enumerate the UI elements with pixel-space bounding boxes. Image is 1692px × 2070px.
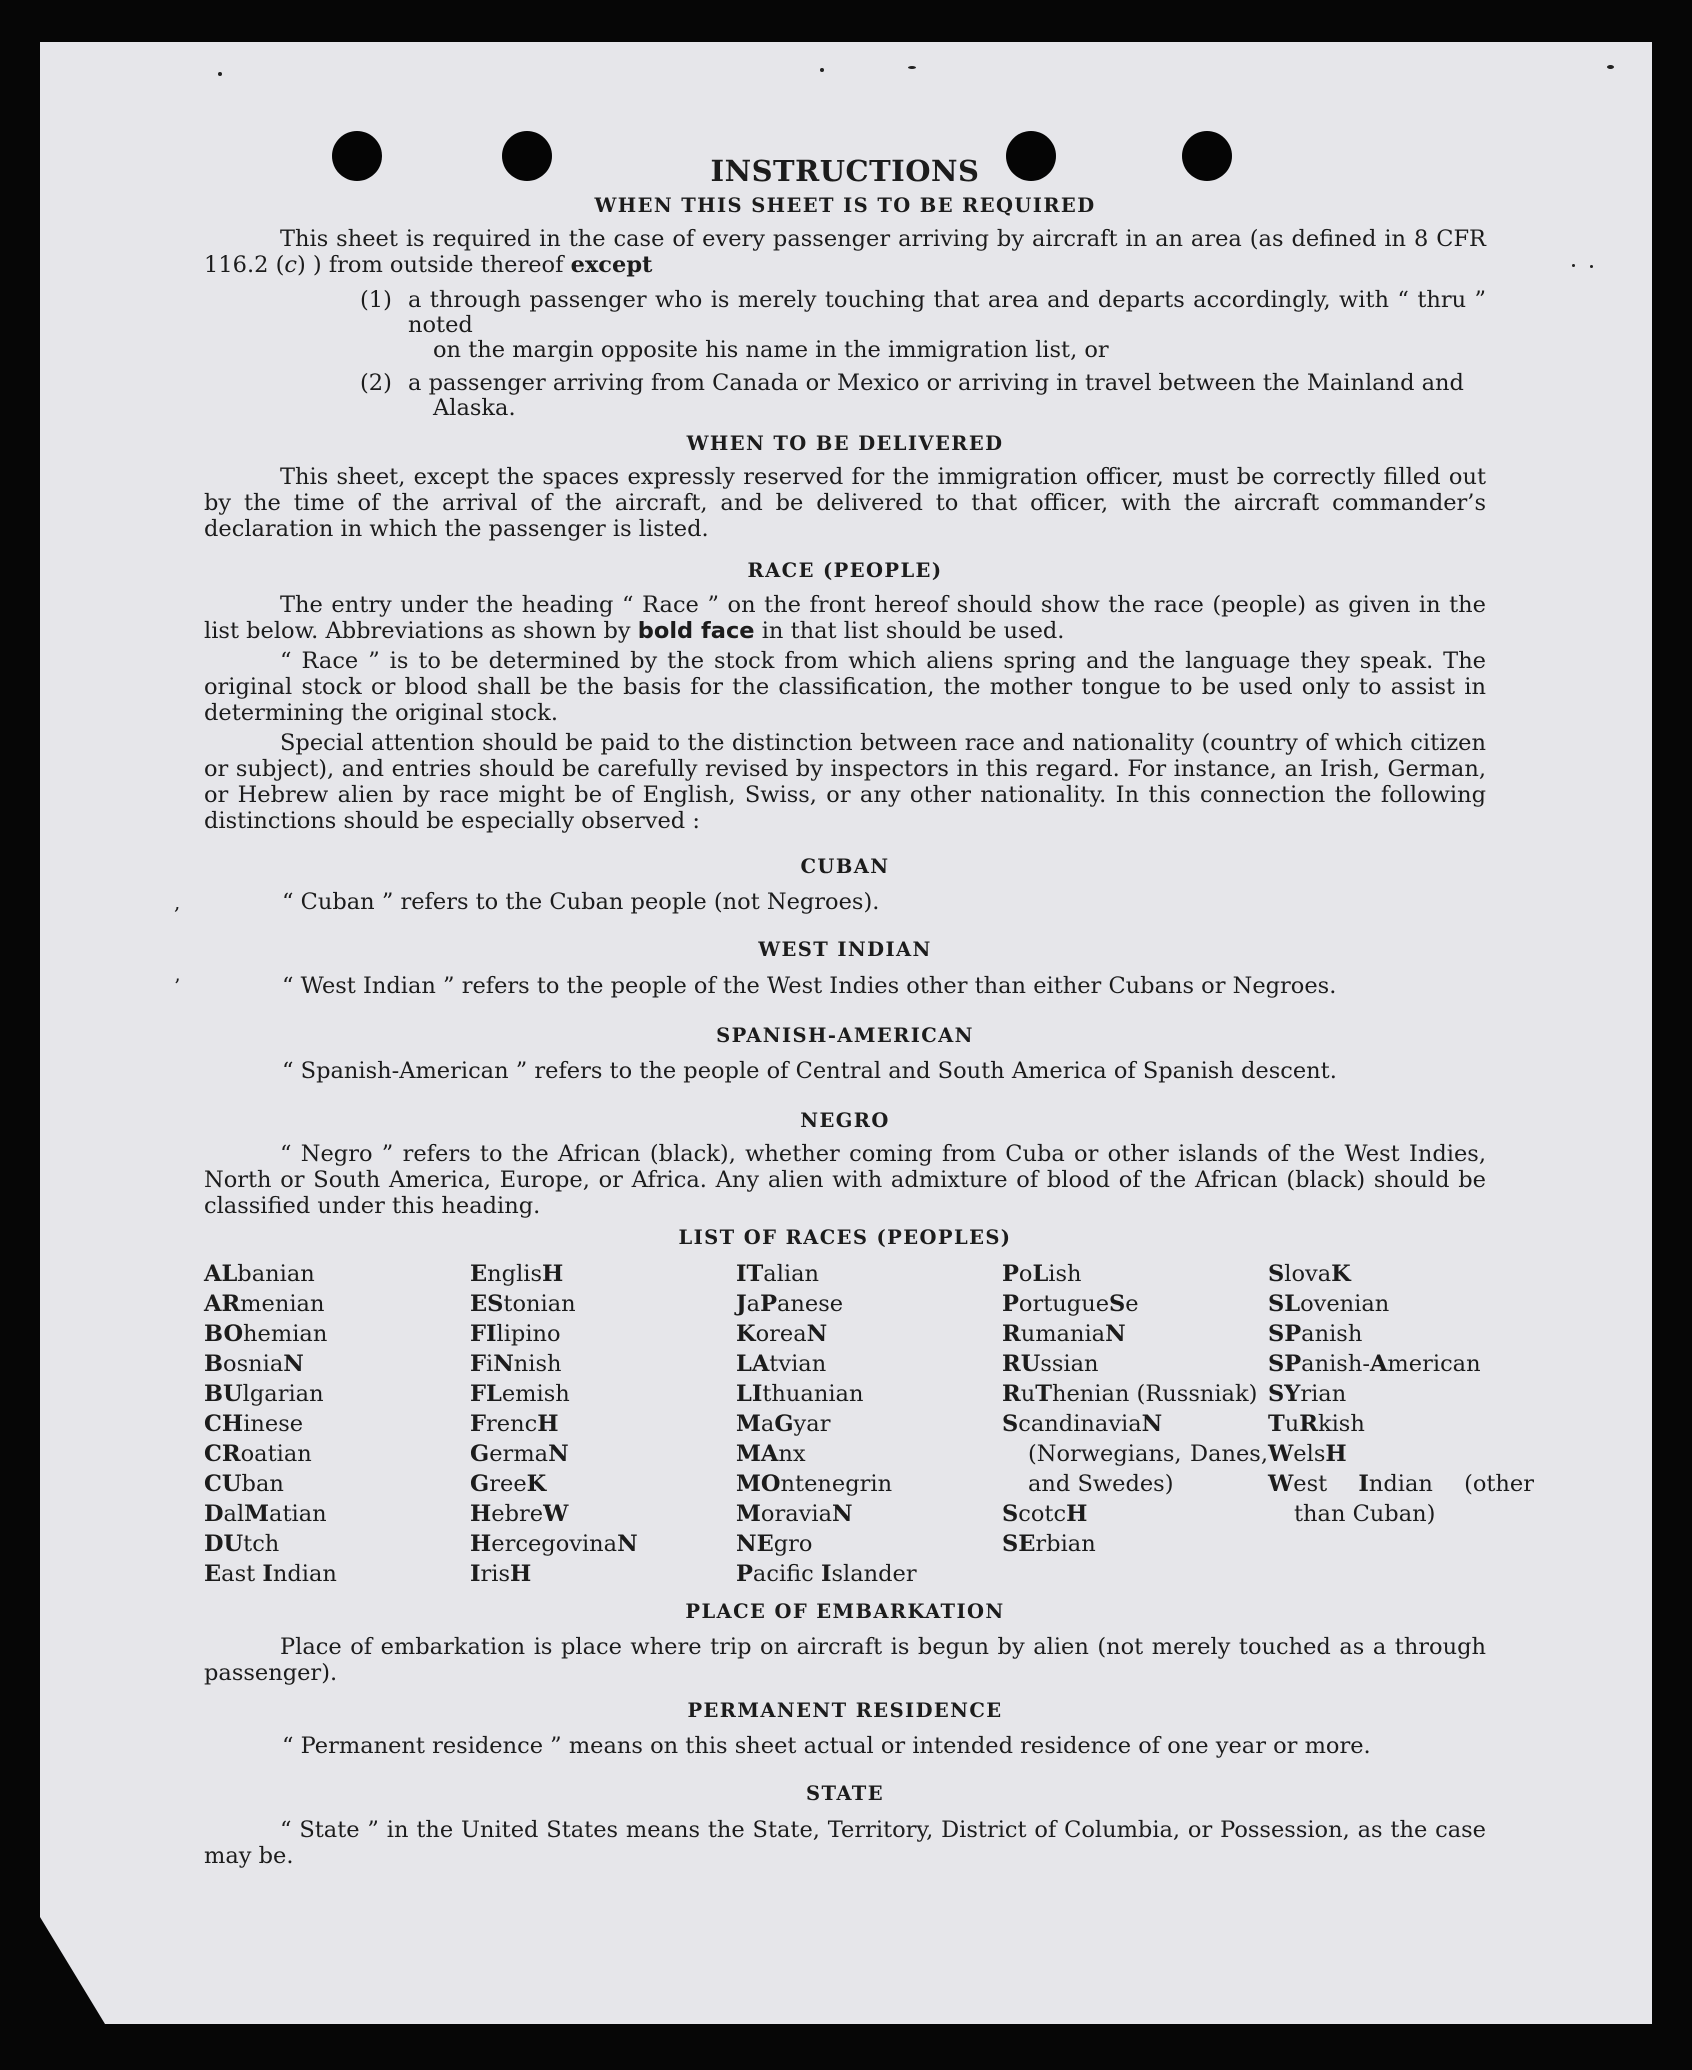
race-entry: CRoatian <box>204 1440 312 1467</box>
race-entry: DUtch <box>204 1530 280 1557</box>
race-paragraph-3: Special attention should be paid to the distinction between race and nationality (country of which citizen or subject), and entries should be carefully revised by inspectors in this regard. For instance, an Irish, German, or Hebrew alien by race might be of English, Swiss, or any other nationality. In this connection the following distinctions should be especially observed : <box>204 729 1486 834</box>
race-entry: Pacifc Islander <box>736 1560 917 1587</box>
heading-embarkation: PLACE OF EMBARKATION <box>685 1599 1005 1623</box>
race-entry: HercegovinaN <box>470 1530 638 1557</box>
heading-state: STATE <box>806 1782 884 1806</box>
heading-negro: NEGRO <box>800 1108 890 1132</box>
race-entry: SYrian <box>1268 1380 1347 1407</box>
required-intro: This sheet is required in the case of every passenger arriving by aircraft in an area (as defined in 8 CFR 116.2 (c) ) from outside thereof except <box>204 226 1486 279</box>
speck <box>820 68 824 72</box>
race-entry: SPanish <box>1268 1320 1363 1347</box>
race-entry: SlovaK <box>1268 1260 1351 1287</box>
race-entry: ScandinaviaN (Norwegians, Danes, and Swedes) <box>1002 1410 1268 1497</box>
race-column <box>204 1259 470 1589</box>
west-indian-text: ’ “ West Indian ” refers to the people of the West Indies other than either Cubans or Negroes. <box>174 972 1337 999</box>
race-paragraph-2: “ Race ” is to be determined by the stock from which aliens spring and the language they speak. The original stock or blood shall be the basis for the classification, the mother tongue to be used only to assist in determining the original stock. <box>204 647 1486 726</box>
race-entry: ITalian <box>736 1260 820 1287</box>
race-paragraph-1: The entry under the heading “ Race ” on the front hereof should show the race (people) as given in the list below. Abbreviations as shown by bold face in that list should be used. <box>204 591 1486 644</box>
race-entry: SErbian <box>1002 1530 1096 1557</box>
race-entry: RuThenian (Russniak) <box>1002 1380 1258 1407</box>
race-entry: BOhemian <box>204 1320 328 1347</box>
state-text: “ State ” in the United States means the State, Territory, District of Columbia, or Possession, as the case may be. <box>204 1816 1486 1869</box>
race-entry: BUlgarian <box>204 1380 324 1407</box>
race-entry: EnglisH <box>470 1260 564 1287</box>
race-entry: West Indian (other than Cuban) <box>1268 1470 1534 1527</box>
speck <box>1590 265 1593 268</box>
permanent-residence-text: “ Permanent residence ” means on this sheet actual or intended residence of one year or more. <box>282 1733 1371 1760</box>
race-entry: BosniaN <box>204 1350 304 1377</box>
race-column <box>1268 1259 1534 1589</box>
heading-cuban: CUBAN <box>800 854 890 878</box>
speck <box>908 66 916 69</box>
race-entry: MAnx <box>736 1440 806 1467</box>
race-entry: East Indian <box>204 1560 337 1587</box>
race-entry: HebreW <box>470 1500 569 1527</box>
race-entry: ARmenian <box>204 1290 325 1317</box>
cuban-text: , “ Cuban ” refers to the Cuban people (not Negroes). <box>174 889 880 916</box>
heading-race: RACE (PEOPLE) <box>747 559 943 583</box>
race-entry: WelsH <box>1268 1440 1347 1467</box>
race-entry: NEgro <box>736 1530 813 1557</box>
race-entry: FiNnish <box>470 1350 562 1377</box>
heading-permanent-residence: PERMANENT RESIDENCE <box>687 1698 1003 1722</box>
page-title: INSTRUCTIONS <box>710 154 980 188</box>
speck <box>1607 65 1614 69</box>
race-entry: EStonian <box>470 1290 576 1317</box>
race-entry: CHinese <box>204 1410 304 1437</box>
instructions-content <box>174 150 1534 1869</box>
spanish-american-text: “ Spanish-American ” refers to the people of Central and South America of Spanish descent. <box>282 1057 1337 1084</box>
heading-spanish-american: SPANISH-AMERICAN <box>716 1023 974 1047</box>
race-entry: ScotcH <box>1002 1500 1088 1527</box>
race-list <box>204 1259 1534 1589</box>
race-entry: TuRkish <box>1268 1410 1365 1437</box>
race-entry: FIlipino <box>470 1320 561 1347</box>
race-entry: RUssian <box>1002 1350 1099 1377</box>
race-entry: JaPanese <box>736 1290 844 1317</box>
race-entry: GermaN <box>470 1440 569 1467</box>
heading-west-indian: WEST INDIAN <box>758 938 932 962</box>
race-entry: LIthuanian <box>736 1380 864 1407</box>
required-item-1: (1) a through passenger who is merely touching that area and departs accordingly, with “ thru ” noted on the margin opposite his name in the immigration list, or <box>360 287 1486 364</box>
race-entry: LAtvian <box>736 1350 827 1377</box>
race-entry: FrencH <box>470 1410 559 1437</box>
race-entry: ALbanian <box>204 1260 315 1287</box>
race-entry: IrisH <box>470 1560 532 1587</box>
race-entry: DalMatian <box>204 1500 327 1527</box>
race-column <box>470 1259 736 1589</box>
race-column <box>736 1259 1002 1589</box>
race-entry: MOntenegrin <box>736 1470 893 1497</box>
race-entry: PoLish <box>1002 1260 1082 1287</box>
race-entry: CUban <box>204 1470 284 1497</box>
race-entry: SLovenian <box>1268 1290 1390 1317</box>
race-column <box>1002 1259 1268 1589</box>
required-item-2: (2) a passenger arriving from Canada or Mexico or arriving in travel between the Mainland and Alaska. <box>360 370 1464 422</box>
race-entry: GreeK <box>470 1470 547 1497</box>
race-entry: MoraviaN <box>736 1500 853 1527</box>
heading-delivered: WHEN TO BE DELIVERED <box>686 432 1004 456</box>
speck <box>218 72 222 76</box>
race-entry: KoreaN <box>736 1320 828 1347</box>
race-entry: MaGyar <box>736 1410 831 1437</box>
heading-required: WHEN THIS SHEET IS TO BE REQUIRED <box>594 193 1096 217</box>
negro-text: “ Negro ” refers to the African (black), whether coming from Cuba or other islands of the West Indies, North or South America, Europe, or Africa. Any alien with admixture of blood of the African (black) should be classified under this heading. <box>204 1141 1486 1220</box>
race-entry: SPanish-American <box>1268 1350 1481 1377</box>
race-entry: FLemish <box>470 1380 570 1407</box>
delivered-text: This sheet, except the spaces expressly reserved for the immigration officer, must be correctly filled out by the time of the arrival of the aircraft, and be delivered to that officer, with the aircraft commander’s declaration in which the passenger is listed. <box>204 464 1486 543</box>
race-entry: PortugueSe <box>1002 1290 1139 1317</box>
embarkation-text: Place of embarkation is place where trip on aircraft is begun by alien (not merely touched as a through passenger). <box>204 1633 1486 1686</box>
speck <box>1572 264 1575 267</box>
race-entry: RumaniaN <box>1002 1320 1126 1347</box>
heading-list-of-races: LIST OF RACES (PEOPLES) <box>678 1226 1012 1250</box>
